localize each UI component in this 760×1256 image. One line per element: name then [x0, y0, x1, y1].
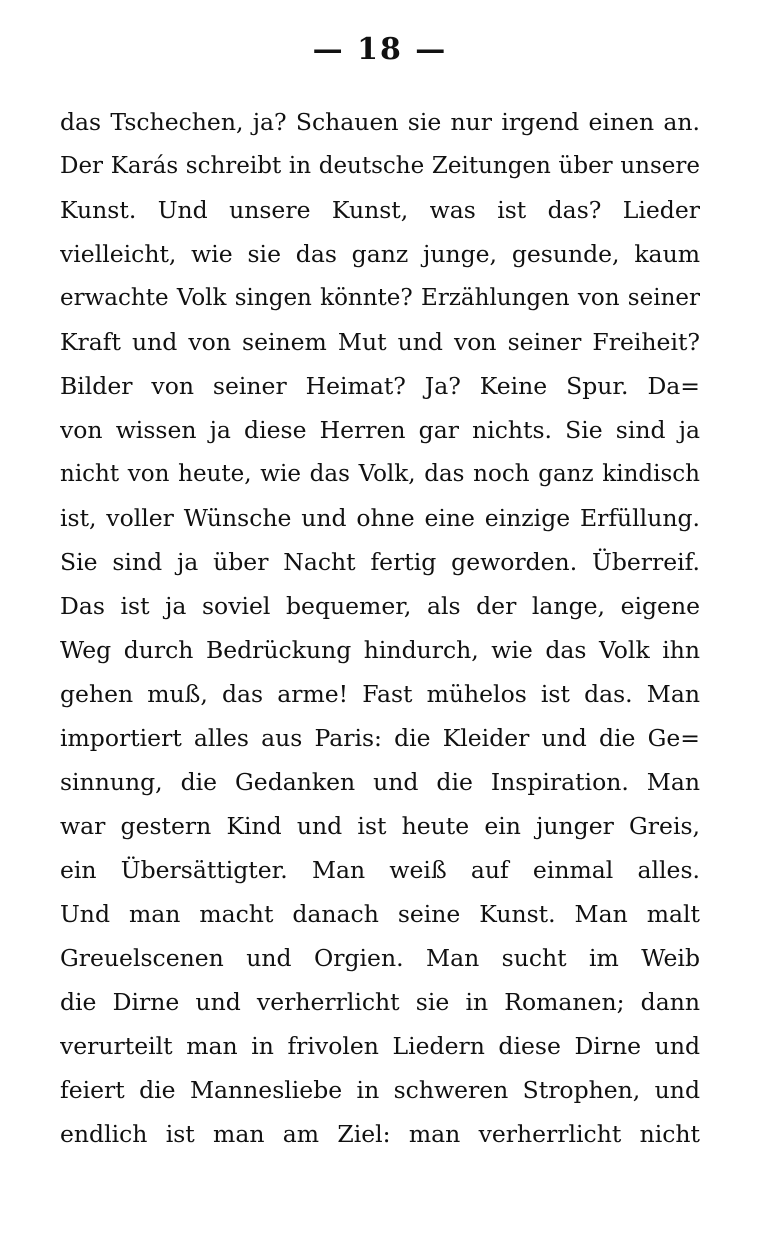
- text-line: gehen muß, das arme! Fast mühelos ist das. Man: [60, 680, 700, 708]
- text-line: Das ist ja soviel bequemer, als der lange, eigene: [60, 592, 700, 620]
- text-line: ist, voller Wünsche und ohne eine einzige Erfüllung.: [60, 504, 700, 532]
- page-number: — 18 —: [312, 32, 448, 67]
- text-line: sinnung, die Gedanken und die Inspiration. Man: [60, 768, 700, 796]
- text-line: war gestern Kind und ist heute ein junger Greis,: [60, 812, 700, 840]
- text-line: nicht von heute, wie das Volk, das noch ganz kindisch: [60, 461, 700, 487]
- text-line: ein Übersättigter. Man weiß auf einmal alles.: [60, 856, 700, 884]
- text-line: Weg durch Bedrückung hindurch, wie das Volk ihn: [60, 636, 700, 664]
- text-line: Greuelscenen und Orgien. Man sucht im Weib: [60, 944, 700, 972]
- text-line: Und man macht danach seine Kunst. Man malt: [60, 900, 700, 928]
- text-line: Sie sind ja über Nacht fertig geworden. Überreif.: [60, 548, 700, 576]
- text-line: verurteilt man in frivolen Liedern diese Dirne und: [60, 1032, 700, 1060]
- text-line: importiert alles aus Paris: die Kleider und die Ge=: [60, 724, 700, 752]
- text-line: die Dirne und verherrlicht sie in Romanen; dann: [60, 988, 700, 1016]
- text-line: das Tschechen, ja? Schauen sie nur irgend einen an.: [60, 108, 700, 136]
- text-line: erwachte Volk singen könnte? Erzählungen von seiner: [60, 285, 700, 311]
- text-line: vielleicht, wie sie das ganz junge, gesunde, kaum: [60, 240, 700, 268]
- text-line: Kunst. Und unsere Kunst, was ist das? Lieder: [60, 196, 700, 224]
- text-line: von wissen ja diese Herren gar nichts. Sie sind ja: [60, 416, 700, 444]
- body-text: [60, 100, 700, 1156]
- text-line: Bilder von seiner Heimat? Ja? Keine Spur. Da=: [60, 372, 700, 400]
- text-line: feiert die Mannesliebe in schweren Strophen, und: [60, 1076, 700, 1104]
- text-line: Kraft und von seinem Mut und von seiner Freiheit?: [60, 328, 700, 356]
- text-line: endlich ist man am Ziel: man verherrlicht nicht: [60, 1120, 700, 1148]
- text-line: Der Karás schreibt in deutsche Zeitungen über unsere: [60, 153, 700, 179]
